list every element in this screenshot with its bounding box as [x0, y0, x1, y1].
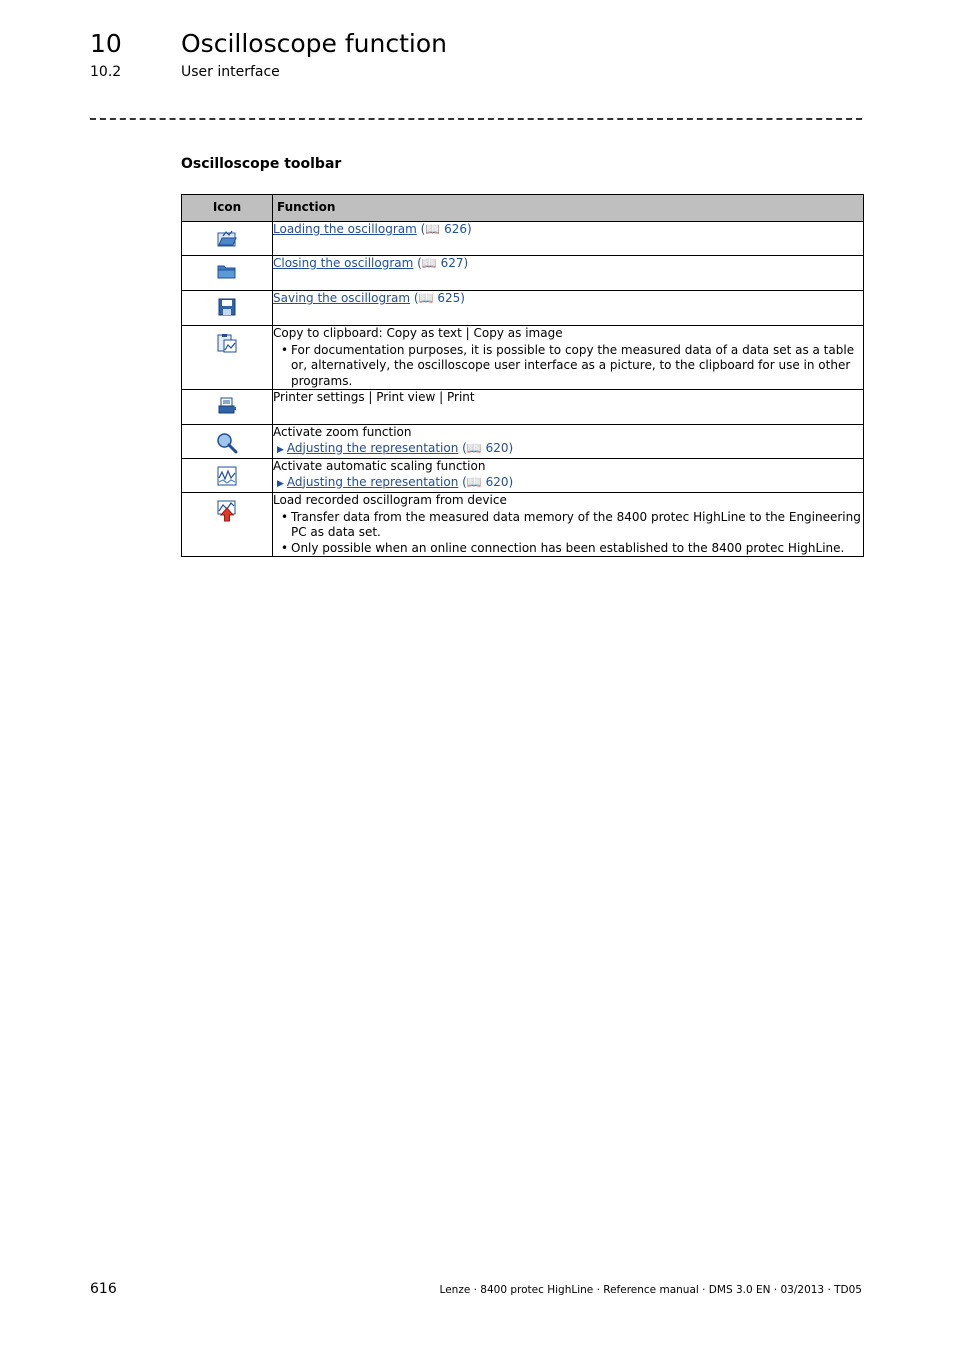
- book-icon: 📖: [421, 256, 437, 270]
- table-row: Loading the oscillogram (📖 626): [182, 222, 864, 256]
- table-header-row: [182, 195, 864, 222]
- page-ref[interactable]: 620: [485, 474, 509, 489]
- load-oscillogram-icon: [217, 229, 237, 247]
- page-ref[interactable]: 625: [437, 291, 461, 305]
- footer-document-info: Lenze · 8400 protec HighLine · Reference manual · DMS 3.0 EN · 03/2013 · TD05: [439, 1284, 862, 1296]
- copy-description: Copy to clipboard: Copy as text | Copy as image: [273, 326, 563, 340]
- table-row: [182, 390, 864, 425]
- close-oscillogram-icon: [217, 263, 237, 279]
- subheading: Oscilloscope toolbar: [181, 156, 342, 172]
- print-description: Printer settings | Print view | Print: [273, 390, 475, 404]
- bullet-list: [273, 510, 863, 557]
- section-title: User interface: [181, 64, 280, 80]
- load-from-device-icon: [217, 500, 237, 522]
- printer-icon: [217, 397, 237, 415]
- chapter-number: 10: [90, 29, 122, 58]
- column-header-icon: Icon: [182, 195, 273, 222]
- loading-oscillogram-link[interactable]: Loading the oscillogram: [273, 222, 417, 236]
- page-number: 616: [90, 1281, 117, 1297]
- load-device-description: Load recorded oscillogram from device: [273, 493, 507, 507]
- table-row: Activate automatic scaling function ▶ Adjusting the representation (📖 620): [182, 459, 864, 493]
- table-row: Activate zoom function ▶ Adjusting the representation (📖 620): [182, 425, 864, 459]
- column-header-function: Function: [273, 195, 864, 222]
- toolbar-table: [181, 194, 864, 557]
- auto-scale-description: Activate automatic scaling function: [273, 459, 486, 473]
- chapter-title: Oscilloscope function: [181, 29, 447, 58]
- adjusting-representation-link[interactable]: Adjusting the representation: [286, 474, 459, 489]
- book-icon: 📖: [418, 291, 434, 305]
- page-ref[interactable]: 626: [444, 222, 467, 236]
- table-row: Saving the oscillogram (📖 625): [182, 291, 864, 326]
- closing-oscillogram-link[interactable]: Closing the oscillogram: [273, 256, 414, 270]
- page-ref[interactable]: 627: [440, 256, 464, 270]
- table-row: Closing the oscillogram (📖 627): [182, 256, 864, 291]
- section-number: 10.2: [90, 64, 122, 80]
- page-ref[interactable]: 620: [485, 440, 509, 455]
- bullet-list: [273, 343, 863, 390]
- book-icon: 📖: [466, 474, 482, 489]
- book-icon: 📖: [425, 222, 441, 236]
- copy-clipboard-icon: [217, 333, 237, 353]
- list-item: • For documentation purposes, it is possible to copy the measured data of a data set as a table or, alternatively, the oscilloscope user interface as a picture, to the clipboard for use in other programs.: [291, 343, 863, 390]
- table-row: [182, 326, 864, 390]
- save-oscillogram-icon: [218, 298, 236, 316]
- zoom-description: Activate zoom function: [273, 425, 412, 439]
- triangle-right-icon: ▶: [277, 444, 284, 455]
- zoom-icon: [216, 432, 238, 454]
- adjusting-representation-link[interactable]: Adjusting the representation: [286, 440, 459, 455]
- header-divider: [90, 118, 862, 120]
- table-row: [182, 493, 864, 557]
- auto-scale-icon: [217, 466, 237, 486]
- book-icon: 📖: [466, 440, 482, 455]
- list-item: • Transfer data from the measured data memory of the 8400 protec HighLine to the Engineering PC as data set.: [291, 510, 863, 541]
- saving-oscillogram-link[interactable]: Saving the oscillogram: [273, 291, 411, 305]
- triangle-right-icon: ▶: [277, 478, 284, 489]
- list-item: • Only possible when an online connection has been established to the 8400 protec HighLine.: [291, 541, 863, 557]
